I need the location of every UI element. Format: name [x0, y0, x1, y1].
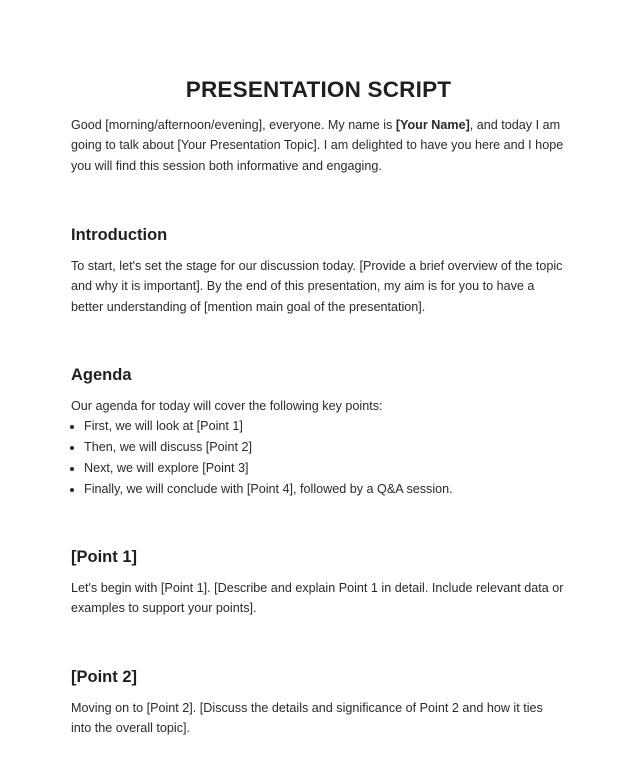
point1-heading: [Point 1] — [71, 548, 137, 566]
agenda-list — [71, 416, 566, 499]
agenda-intro: Our agenda for today will cover the following key points: — [71, 399, 383, 413]
agenda-section — [71, 396, 566, 500]
list-item: • Then, we will discuss [Point 2] — [84, 437, 566, 458]
opening-text: Good [morning/afternoon/evening], everyone. My name is — [71, 118, 396, 132]
point2-paragraph: Moving on to [Point 2]. [Discuss the details and significance of Point 2 and how it ties into the overall topic]. — [71, 701, 543, 736]
list-item: • Next, we will explore [Point 3] — [84, 458, 566, 479]
introduction-paragraph: To start, let's set the stage for our discussion today. [Provide a brief overview of the topic and why it is important]. By the end of this presentation, my aim is for you to have a better understanding of [mention main goal of the presentation]. — [71, 259, 563, 314]
opening-paragraph — [71, 115, 566, 176]
introduction-heading: Introduction — [71, 226, 168, 244]
document-title: PRESENTATION SCRIPT — [185, 77, 452, 102]
agenda-heading: Agenda — [71, 366, 132, 384]
opening-text-rest: , and today I am going to talk about [Your Presentation Topic]. I am delighted to have you here and I hope you will find this session both informative and engaging. — [71, 118, 564, 173]
list-item: • Finally, we will conclude with [Point 4], followed by a Q&A session. — [84, 479, 566, 500]
point1-paragraph: Let's begin with [Point 1]. [Describe and explain Point 1 in detail. Include relevant data or examples to support your points]. — [71, 581, 564, 616]
name-placeholder: [Your Name] — [395, 118, 470, 132]
point2-heading: [Point 2] — [71, 668, 137, 686]
list-item: • First, we will look at [Point 1] — [84, 416, 566, 437]
